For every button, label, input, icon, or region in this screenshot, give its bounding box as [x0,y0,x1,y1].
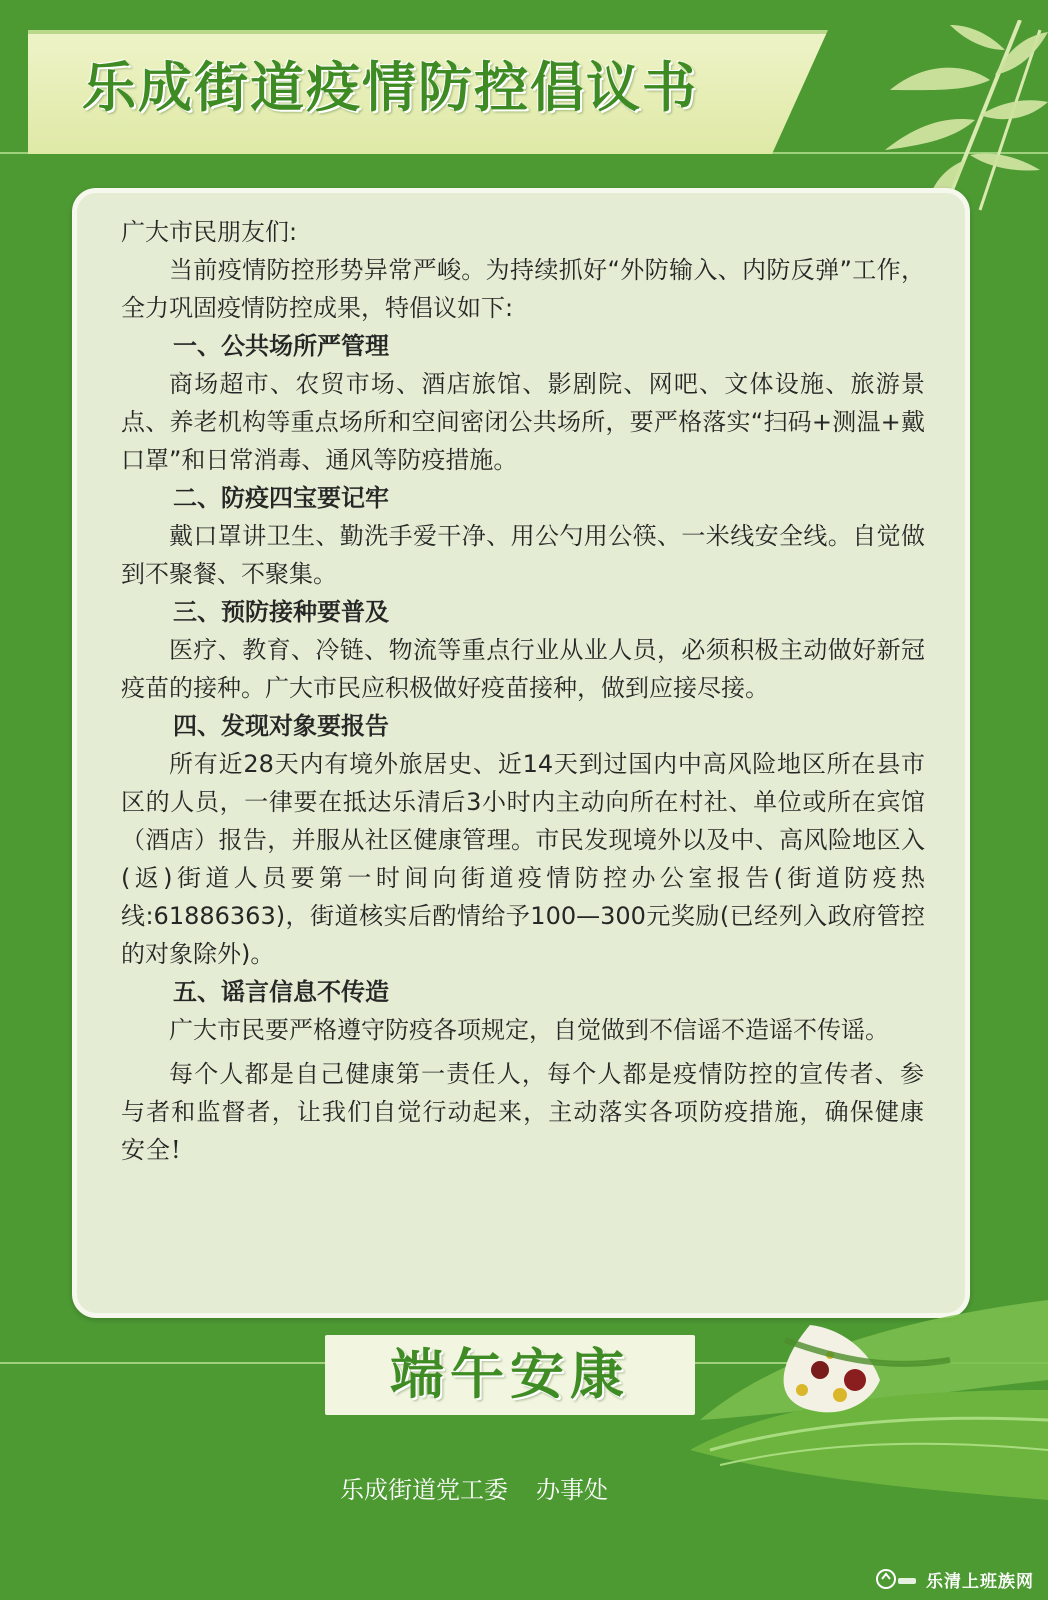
section-heading: 四、发现对象要报告 [173,712,389,740]
zongzi-icon [690,1300,1048,1520]
section-paragraph: 戴口罩讲卫生、勤洗手爱干净、用公勺用公筷、一米线安全线。自觉做到不聚餐、不聚集。 [121,522,925,588]
section-heading: 五、谣言信息不传造 [173,978,389,1006]
festival-greeting-banner [325,1335,695,1415]
signature-line [340,1472,700,1508]
letter-intro: 当前疫情防控形势异常严峻。为持续抓好“外防输入、内防反弹”工作，全力巩固疫情防控成果，特倡议如下: [121,256,925,322]
siyq-logo-icon [874,1566,918,1592]
letter-closing: 每个人都是自己健康第一责任人，每个人都是疫情防控的宣传者、参与者和监督者，让我们自觉行动起来，主动落实各项防疫措施，确保健康安全! [121,1060,925,1164]
festival-greeting-text: 端午安康 [390,1343,630,1406]
section-paragraph: 医疗、教育、冷链、物流等重点行业从业人员，必须积极主动做好新冠疫苗的接种。广大市民应积极做好疫苗接种，做到应接尽接。 [121,636,925,702]
section-heading: 二、防疫四宝要记牢 [173,484,389,512]
site-watermark [874,1562,1034,1592]
section-heading: 一、公共场所严管理 [173,332,389,360]
page-title: 乐成街道疫情防控倡议书 [82,56,698,119]
section-paragraph: 商场超市、农贸市场、酒店旅馆、影剧院、网吧、文体设施、旅游景点、养老机构等重点场所和空间密闭公共场所，要严格落实“扫码+测温+戴口罩”和日常消毒、通风等防疫措施。 [121,370,925,474]
watermark-text: 乐清上班族网 [926,1572,1034,1592]
section-paragraph: 广大市民要严格遵守防疫各项规定，自觉做到不信谣不造谣不传谣。 [169,1016,889,1044]
signatory-office: 办事处 [536,1476,608,1504]
section-paragraph: 所有近28天内有境外旅居史、近14天到过国内中高风险地区所在县市区的人员，一律要在抵达乐清后3小时内主动向所在村社、单位或所在宾馆（酒店）报告，并服从社区健康管理。市民发现境外以及中、高风险地区入(返)街道人员要第一时间向街道疫情防控办公室报告(街道防疫热线:61886363)，街道核实后酌情给予100—300元奖励(已经列入政府管控的对象除外)。 [121,750,925,968]
signatory-org: 乐成街道党工委 [340,1476,508,1504]
letter-greeting: 广大市民朋友们: [121,218,298,246]
section-heading: 三、预防接种要普及 [173,598,389,626]
letter-card [72,188,970,1318]
